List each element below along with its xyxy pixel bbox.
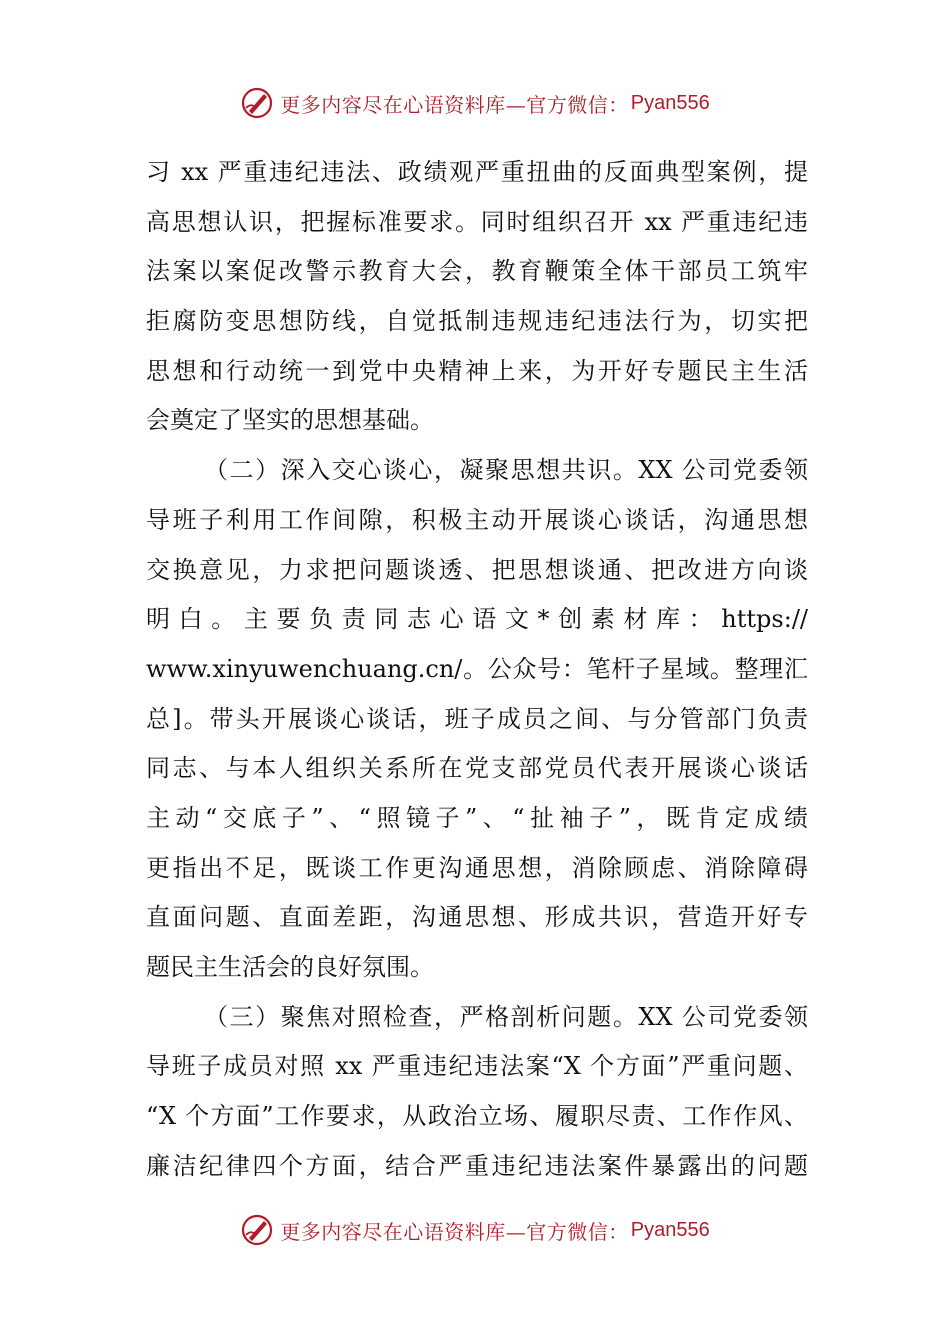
- text-line: 思想和行动统一到党中央精神上来，为开好专题民主生活: [146, 356, 808, 385]
- text-line: 导班子利用工作间隙，积极主动开展谈心谈话，沟通思想: [146, 505, 808, 534]
- section-heading-line: （二）深入交心谈心，凝聚思想共识。XX 公司党委领: [204, 456, 808, 485]
- text-line: 法案以案促改警示教育大会，教育鞭策全体干部员工筑牢: [146, 257, 808, 286]
- header-banner-text: 更多内容尽在心语资料库—官方微信：: [280, 92, 629, 117]
- text-line: www.xinyuwenchuang.cn/。公众号：笔杆子星域。整理汇: [146, 654, 808, 683]
- text-line: 交换意见，力求把问题谈透、把思想谈通、把改进方向谈: [146, 555, 808, 584]
- header-banner: [0, 83, 950, 123]
- text-line: 更指出不足，既谈工作更沟通思想，消除顾虑、消除障碍: [146, 853, 808, 882]
- text-line: 直面问题、直面差距，沟通思想、形成共识，营造开好专: [146, 903, 808, 932]
- text-line: 题民主生活会的良好氛围。: [146, 953, 434, 981]
- text-line: 明白。主要负责同志心语文*创素材库：https://: [146, 605, 808, 634]
- text-line: 导班子成员对照 xx 严重违纪违法案“X 个方面”严重问题、: [146, 1052, 808, 1081]
- text-line: “X 个方面”工作要求，从政治立场、履职尽责、工作作风、: [146, 1102, 808, 1131]
- text-line: 高思想认识，把握标准要求。同时组织召开 xx 严重违纪违: [146, 207, 808, 236]
- header-wechat-id: Pyan556: [630, 91, 710, 114]
- footer-banner-text: 更多内容尽在心语资料库—官方微信：: [280, 1219, 629, 1244]
- footer-wechat-id: Pyan556: [630, 1218, 710, 1241]
- text-line: 习 xx 严重违纪违法、政绩观严重扭曲的反面典型案例，提: [146, 158, 808, 186]
- text-line: 主动“交底子”、“照镜子”、“扯袖子”，既肯定成绩: [146, 803, 808, 832]
- text-line: 总]。带头开展谈心谈话，班子成员之间、与分管部门负责: [146, 704, 808, 733]
- text-line: 廉洁纪律四个方面，结合严重违纪违法案件暴露出的问题: [146, 1151, 808, 1180]
- text-line: 拒腐防变思想防线，自觉抵制违规违纪违法行为，切实把: [146, 307, 808, 336]
- section-heading-line: （三）聚焦对照检查，严格剖析问题。XX 公司党委领: [204, 1002, 808, 1031]
- document-body: [146, 148, 808, 1191]
- footer-banner: [0, 1210, 950, 1250]
- text-line: 同志、与本人组织关系所在党支部党员代表开展谈心谈话: [146, 754, 808, 783]
- text-line: 会奠定了坚实的思想基础。: [146, 406, 434, 435]
- pen-logo-icon: [240, 86, 274, 120]
- pen-logo-icon: [240, 1213, 274, 1247]
